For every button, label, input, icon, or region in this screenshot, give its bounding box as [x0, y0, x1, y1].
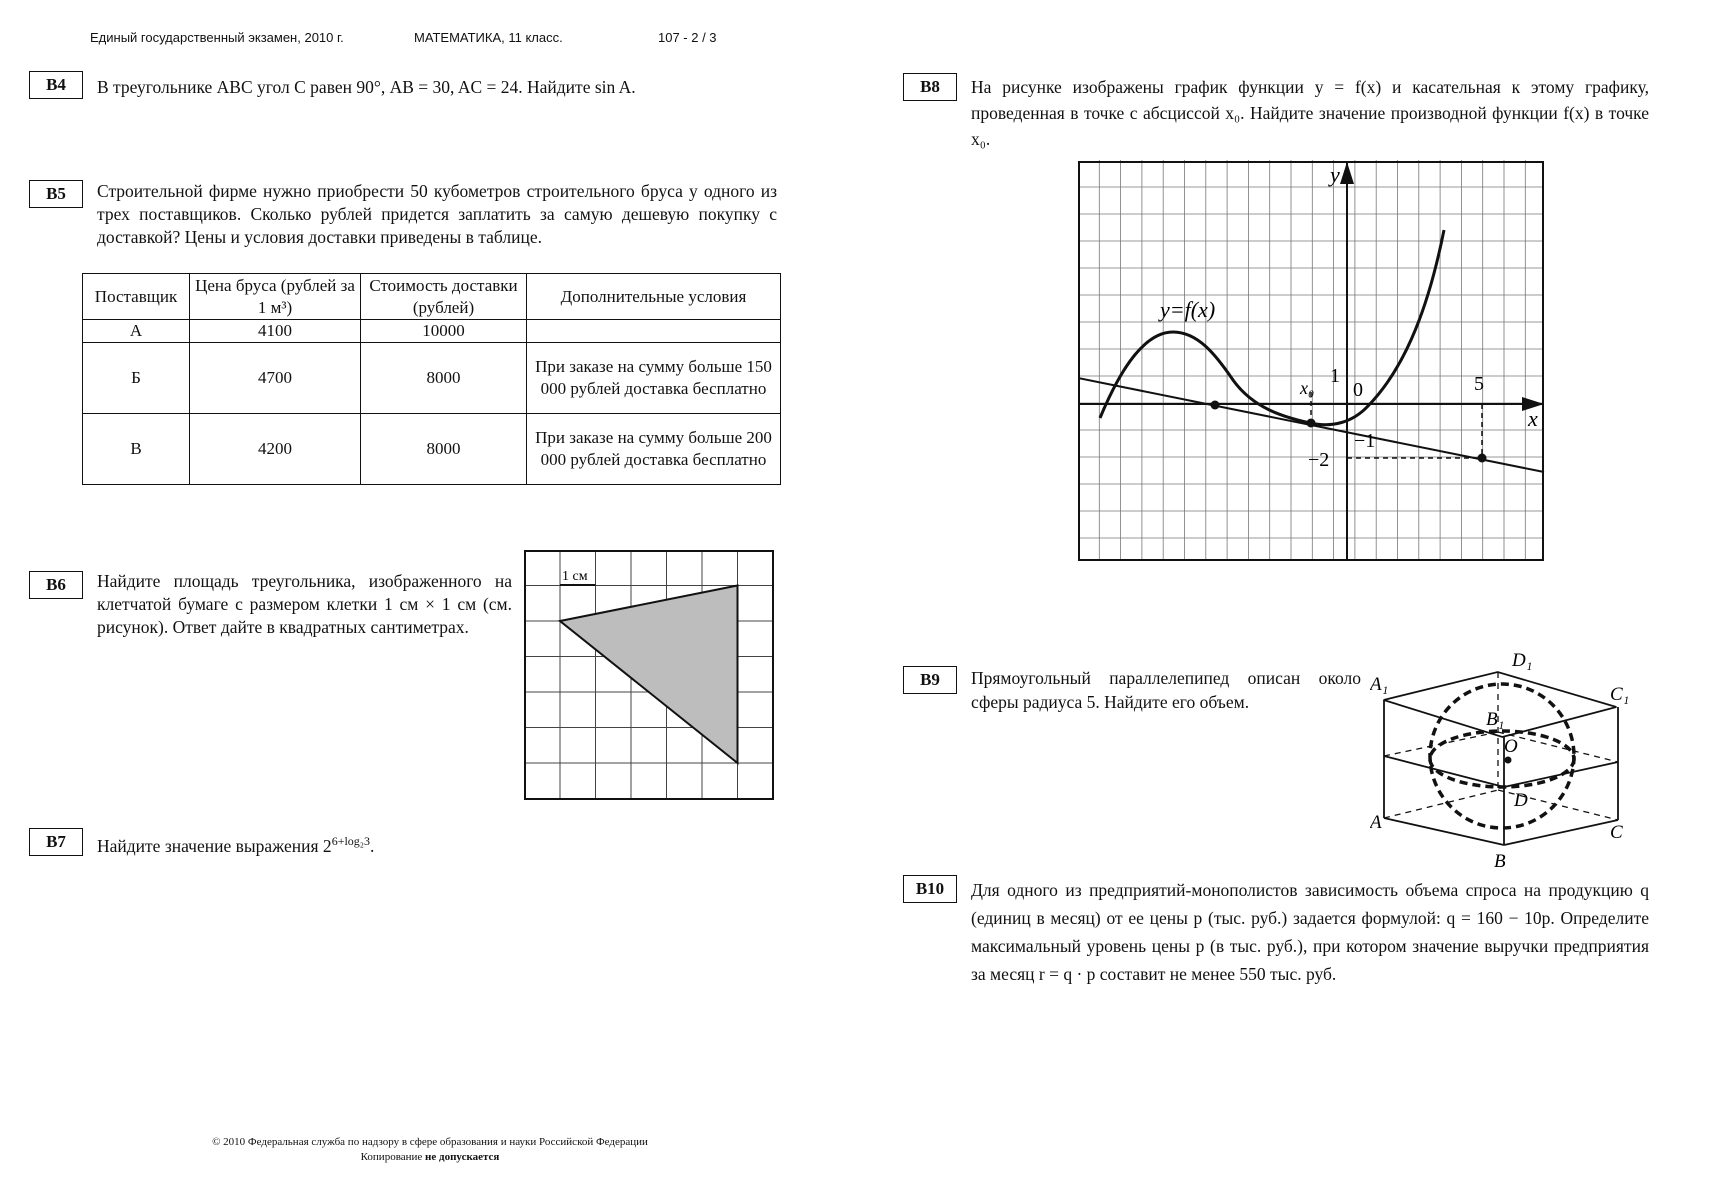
b7-tag: B7	[29, 828, 83, 856]
b10-text: Для одного из предприятий-монополистов зависимость объема спроса на продукцию q (единиц в месяц) от ее цены p (тыс. руб.) задается формулой: q = 160 − 10p. Определите максимальный уровень цены p (в тыс. руб.), при котором значение выручки предприятия за месяц r = q · p составит не менее 550 тыс. руб.	[971, 880, 1649, 984]
cell: Б	[83, 343, 190, 414]
label-C: C	[1610, 822, 1623, 843]
th-delivery: Стоимость доставки (рублей)	[361, 274, 527, 320]
b4-tag: B4	[29, 71, 83, 99]
label-B1: B₁	[1486, 709, 1505, 730]
b10-tag: B10	[903, 875, 957, 903]
header-exam: Единый государственный экзамен, 2010 г.	[90, 30, 344, 45]
label-five: 5	[1474, 373, 1484, 395]
b7-exponent: 6+log₂3	[331, 834, 370, 848]
b6-text: Найдите площадь треугольника, изображенного на клетчатой бумаге с размером клетки 1 см × 1 см (см. рисунок). Ответ дайте в квадратных сантиметрах.	[97, 571, 512, 637]
sphere	[1430, 684, 1574, 828]
b6-grid-figure	[524, 550, 776, 802]
table-header-row	[83, 274, 781, 320]
label-O: O	[1504, 736, 1518, 757]
supplier-table	[82, 273, 781, 485]
header-subject: МАТЕМАТИКА, 11 класс.	[414, 30, 563, 45]
label-fx: y=f(x)	[1160, 297, 1216, 322]
label-A: A	[1370, 812, 1382, 833]
grid-vertical	[1099, 160, 1525, 560]
label-zero: 0	[1353, 379, 1363, 401]
b8-tag: B8	[903, 73, 957, 101]
footer-copyright: © 2010 Федеральная служба по надзору в сфере образования и науки Российской Федерации	[212, 1136, 648, 1148]
equator	[1430, 731, 1574, 787]
cell: 4100	[190, 320, 361, 343]
b8-graph	[1078, 160, 1548, 565]
b7-text-prefix: Найдите значение выражения 2	[97, 835, 332, 856]
b5-tag: B5	[29, 180, 83, 208]
label-x0: x₀	[1300, 378, 1315, 398]
grid-horizontal	[1078, 187, 1544, 538]
footer-copying	[150, 1150, 710, 1165]
cell: 8000	[361, 343, 527, 414]
th-conditions: Дополнительные условия	[527, 274, 781, 320]
label-C1: C₁	[1610, 684, 1630, 705]
cell: При заказе на сумму больше 200 000 рублей доставка бесплатно	[527, 414, 781, 485]
label-D: D	[1514, 790, 1528, 811]
b9-parallelepiped	[1370, 652, 1630, 872]
th-supplier: Поставщик	[83, 274, 190, 320]
cell: 4200	[190, 414, 361, 485]
label-B: B	[1494, 851, 1506, 872]
cell: В	[83, 414, 190, 485]
scale-label: 1 см	[562, 569, 588, 584]
shaded-triangle	[560, 586, 738, 764]
table-row	[83, 414, 781, 485]
th-price: Цена бруса (рублей за 1 м³)	[190, 274, 361, 320]
b7-text	[97, 828, 597, 859]
b9-tag: B9	[903, 666, 957, 694]
b9-text: Прямоугольный параллелепипед описан около сферы радиуса 5. Найдите его объем.	[971, 668, 1361, 712]
b4-text: В треугольнике ABC угол C равен 90°, AB = 30, AC = 24. Найдите sin A.	[97, 77, 636, 97]
label-minus-one: −1	[1354, 430, 1376, 452]
cell: При заказе на сумму больше 150 000 рублей доставка бесплатно	[527, 343, 781, 414]
label-y: y	[1330, 162, 1340, 187]
cell	[527, 320, 781, 343]
label-minus-two: −2	[1308, 449, 1330, 471]
cell: 10000	[361, 320, 527, 343]
cell: 4700	[190, 343, 361, 414]
cell: 8000	[361, 414, 527, 485]
b8-text: На рисунке изображены график функции y = f(x) и касательная к этому графику, проведенная в точке с абсциссой x₀. Найдите значение производной функции f(x) в точке x₀.	[971, 77, 1649, 149]
footer-copying-bold: не допускается	[425, 1151, 500, 1163]
table-row	[83, 343, 781, 414]
label-one: 1	[1330, 365, 1340, 387]
b6-tag: B6	[29, 571, 83, 599]
label-A1: A₁	[1370, 674, 1389, 695]
label-D1: D₁	[1512, 652, 1533, 671]
table-row	[83, 320, 781, 343]
b7-text-suffix: .	[369, 835, 375, 856]
header-page: 107 - 2 / 3	[658, 30, 717, 45]
footer-copying-prefix: Копирование	[360, 1151, 426, 1163]
label-x: x	[1528, 406, 1538, 431]
cell: А	[83, 320, 190, 343]
b5-text: Строительной фирме нужно приобрести 50 кубометров строительного бруса у одного из трех поставщиков. Сколько рублей придется заплатить за самую дешевую покупку с доставкой? Цены и условия доставки приведены в таблице.	[97, 181, 777, 247]
function-curve	[1100, 230, 1444, 425]
